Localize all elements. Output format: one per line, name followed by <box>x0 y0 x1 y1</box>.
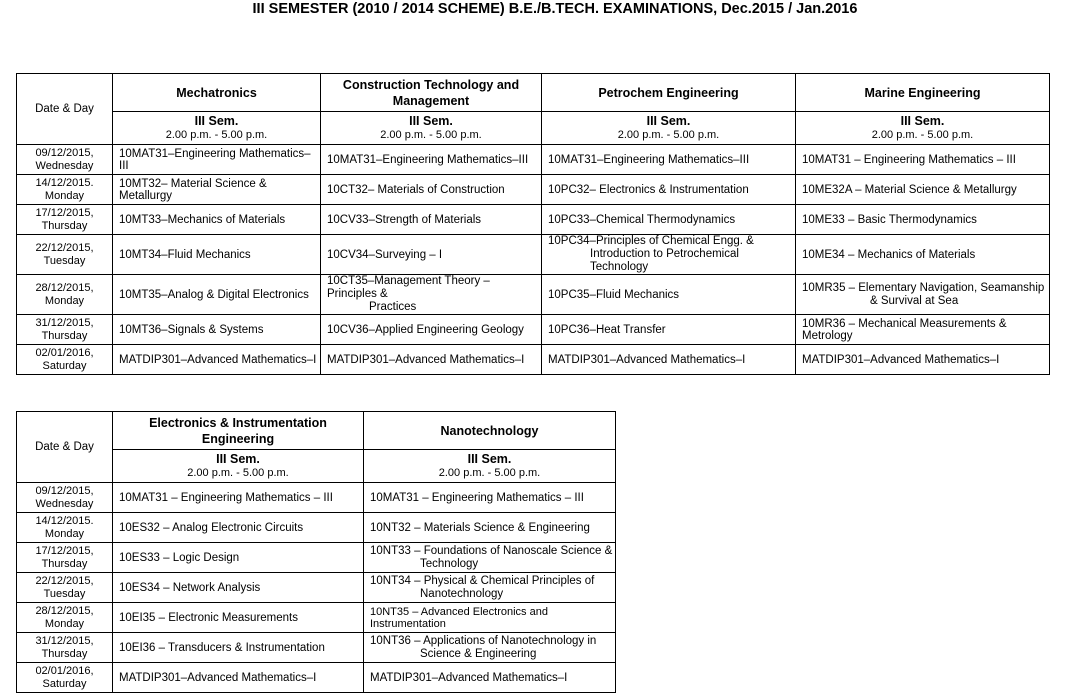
date-cell <box>17 175 113 205</box>
exam-cell: MATDIP301–Advanced Mathematics–I <box>364 663 616 693</box>
date-text: 02/01/2016, <box>35 346 94 359</box>
exam-text-cont: Nanotechnology <box>420 587 504 600</box>
day-text: Saturday <box>42 677 87 690</box>
day-text: Wednesday <box>35 159 94 172</box>
date-text: 22/12/2015, <box>35 241 94 254</box>
exam-cell: 10ES33 – Logic Design <box>113 543 364 573</box>
sem-cell <box>113 450 364 483</box>
date-cell <box>17 603 113 633</box>
exam-text: 10NT33 – Foundations of Nanoscale Science & <box>370 544 613 557</box>
date-text: 14/12/2015. <box>35 514 94 527</box>
sem-label: III Sem. <box>409 114 453 128</box>
date-text: 14/12/2015. <box>35 176 94 189</box>
exam-cell: 10CV34–Surveying – I <box>321 235 542 275</box>
date-text: 02/01/2016, <box>35 664 94 677</box>
date-text: 22/12/2015, <box>35 574 94 587</box>
table-row <box>17 663 616 693</box>
date-cell <box>17 315 113 345</box>
exam-text-cont: Practices <box>369 301 417 313</box>
exam-cell <box>321 275 542 315</box>
table-row <box>17 483 616 513</box>
sem-cell <box>542 112 796 145</box>
date-cell <box>17 345 113 375</box>
exam-cell: 10MAT31 – Engineering Mathematics – III <box>364 483 616 513</box>
exam-cell <box>364 573 616 603</box>
exam-cell: 10EI36 – Transducers & Instrumentation <box>113 633 364 663</box>
page-title: III SEMESTER (2010 / 2014 SCHEME) B.E./B.TECH. EXAMINATIONS, Dec.2015 / Jan.2016 <box>252 1 858 17</box>
branch-header: Electronics & Instrumentation Engineering <box>113 412 364 450</box>
sem-cell <box>321 112 542 145</box>
table-row <box>17 145 1050 175</box>
exam-text: 10CT35–Management Theory – Principles & <box>327 275 490 300</box>
table-row <box>17 513 616 543</box>
exam-text-cont: Science & Engineering <box>420 647 537 660</box>
exam-cell: 10ME34 – Mechanics of Materials <box>796 235 1050 275</box>
branch-header: Petrochem Engineering <box>542 74 796 112</box>
branch-header: Mechatronics <box>113 74 321 112</box>
date-text: 09/12/2015, <box>35 484 94 497</box>
exam-cell: 10NT35 – Advanced Electronics and Instrumentation <box>364 603 616 633</box>
exam-cell: MATDIP301–Advanced Mathematics–I <box>113 345 321 375</box>
branch-header: Construction Technology and Management <box>321 74 542 112</box>
day-text: Monday <box>44 527 85 540</box>
table-row <box>17 315 1050 345</box>
exam-cell <box>364 633 616 663</box>
exam-text: 10MR35 – Elementary Navigation, Seamanship <box>802 281 1045 294</box>
exam-cell: 10ME32A – Material Science & Metallurgy <box>796 175 1050 205</box>
exam-text-cont: Introduction to Petrochemical Technology <box>590 248 739 273</box>
day-text: Thursday <box>41 647 88 660</box>
exam-cell: 10PC36–Heat Transfer <box>542 315 796 345</box>
table-row <box>17 543 616 573</box>
time-label: 2.00 p.m. - 5.00 p.m. <box>187 467 289 479</box>
sem-cell <box>364 450 616 483</box>
table-row <box>17 205 1050 235</box>
day-text: Tuesday <box>43 587 86 600</box>
day-text: Tuesday <box>43 254 86 267</box>
branch-header: Nanotechnology <box>364 412 616 450</box>
sem-label: III Sem. <box>900 114 945 128</box>
table-row <box>17 573 616 603</box>
table-row <box>17 345 1050 375</box>
exam-cell: 10MR36 – Mechanical Measurements & Metrology <box>796 315 1050 345</box>
exam-cell: 10MT35–Analog & Digital Electronics <box>113 275 321 315</box>
exam-cell: 10ES32 – Analog Electronic Circuits <box>113 513 364 543</box>
date-text: 31/12/2015, <box>35 316 94 329</box>
sem-label: III Sem. <box>194 114 239 128</box>
date-cell <box>17 573 113 603</box>
date-day-header: Date & Day <box>17 412 113 483</box>
exam-cell: 10CV36–Applied Engineering Geology <box>321 315 542 345</box>
date-text: 17/12/2015, <box>35 206 94 219</box>
date-cell <box>17 235 113 275</box>
exam-cell: 10CT32– Materials of Construction <box>321 175 542 205</box>
exam-cell <box>542 235 796 275</box>
table-row <box>17 235 1050 275</box>
day-text: Thursday <box>41 557 88 570</box>
sem-label: III Sem. <box>216 452 260 466</box>
day-text: Monday <box>44 617 85 630</box>
exam-cell: MATDIP301–Advanced Mathematics–I <box>796 345 1050 375</box>
exam-cell: MATDIP301–Advanced Mathematics–I <box>542 345 796 375</box>
time-label: 2.00 p.m. - 5.00 p.m. <box>871 129 974 141</box>
date-cell <box>17 513 113 543</box>
sem-cell <box>113 112 321 145</box>
exam-cell: 10MAT31 – Engineering Mathematics – III <box>113 483 364 513</box>
exam-text: 10NT36 – Applications of Nanotechnology in <box>370 634 597 647</box>
date-cell <box>17 633 113 663</box>
table-row <box>17 175 1050 205</box>
sem-label: III Sem. <box>467 452 512 466</box>
exam-cell: 10ES34 – Network Analysis <box>113 573 364 603</box>
exam-text-cont: & Survival at Sea <box>870 294 959 307</box>
exam-cell: 10MT32– Material Science & Metallurgy <box>113 175 321 205</box>
day-text: Thursday <box>41 329 88 342</box>
exam-cell: 10PC35–Fluid Mechanics <box>542 275 796 315</box>
exam-cell: 10MAT31–Engineering Mathematics–III <box>542 145 796 175</box>
date-cell <box>17 205 113 235</box>
exam-text: 10PC34–Principles of Chemical Engg. & <box>548 235 754 247</box>
date-text: 17/12/2015, <box>35 544 94 557</box>
exam-cell: 10NT32 – Materials Science & Engineering <box>364 513 616 543</box>
exam-cell <box>364 543 616 573</box>
exam-cell: 10PC33–Chemical Thermodynamics <box>542 205 796 235</box>
exam-cell: 10MT33–Mechanics of Materials <box>113 205 321 235</box>
day-text: Thursday <box>41 219 88 232</box>
table-row <box>17 603 616 633</box>
exam-cell: 10MAT31 – Engineering Mathematics – III <box>796 145 1050 175</box>
timetable-2 <box>16 411 616 693</box>
timetable-1 <box>16 73 1050 375</box>
date-cell <box>17 275 113 315</box>
time-label: 2.00 p.m. - 5.00 p.m. <box>617 129 720 141</box>
exam-cell: 10PC32– Electronics & Instrumentation <box>542 175 796 205</box>
time-label: 2.00 p.m. - 5.00 p.m. <box>438 467 541 479</box>
day-text: Wednesday <box>35 497 94 510</box>
branch-header: Marine Engineering <box>796 74 1050 112</box>
exam-cell: MATDIP301–Advanced Mathematics–I <box>321 345 542 375</box>
exam-cell: 10MAT31–Engineering Mathematics–III <box>321 145 542 175</box>
time-label: 2.00 p.m. - 5.00 p.m. <box>380 129 482 141</box>
exam-text-cont: Technology <box>420 557 479 570</box>
date-cell <box>17 145 113 175</box>
exam-cell: 10MT36–Signals & Systems <box>113 315 321 345</box>
day-text: Monday <box>44 294 85 307</box>
table-row <box>17 633 616 663</box>
day-text: Saturday <box>42 359 87 372</box>
exam-cell: 10CV33–Strength of Materials <box>321 205 542 235</box>
exam-cell: 10MAT31–Engineering Mathematics–III <box>113 145 321 175</box>
exam-cell: 10ME33 – Basic Thermodynamics <box>796 205 1050 235</box>
date-cell <box>17 663 113 693</box>
exam-cell <box>796 275 1050 315</box>
date-text: 28/12/2015, <box>35 604 94 617</box>
table-row <box>17 275 1050 315</box>
date-text: 31/12/2015, <box>35 634 94 647</box>
exam-cell: 10EI35 – Electronic Measurements <box>113 603 364 633</box>
date-cell <box>17 543 113 573</box>
date-day-header: Date & Day <box>17 74 113 145</box>
time-label: 2.00 p.m. - 5.00 p.m. <box>165 129 268 141</box>
exam-cell: MATDIP301–Advanced Mathematics–I <box>113 663 364 693</box>
exam-text: 10NT34 – Physical & Chemical Principles of <box>370 574 595 587</box>
sem-label: III Sem. <box>646 114 691 128</box>
exam-cell: 10MT34–Fluid Mechanics <box>113 235 321 275</box>
day-text: Monday <box>44 189 85 202</box>
date-cell <box>17 483 113 513</box>
date-text: 28/12/2015, <box>35 281 94 294</box>
sem-cell <box>796 112 1050 145</box>
date-text: 09/12/2015, <box>35 146 94 159</box>
